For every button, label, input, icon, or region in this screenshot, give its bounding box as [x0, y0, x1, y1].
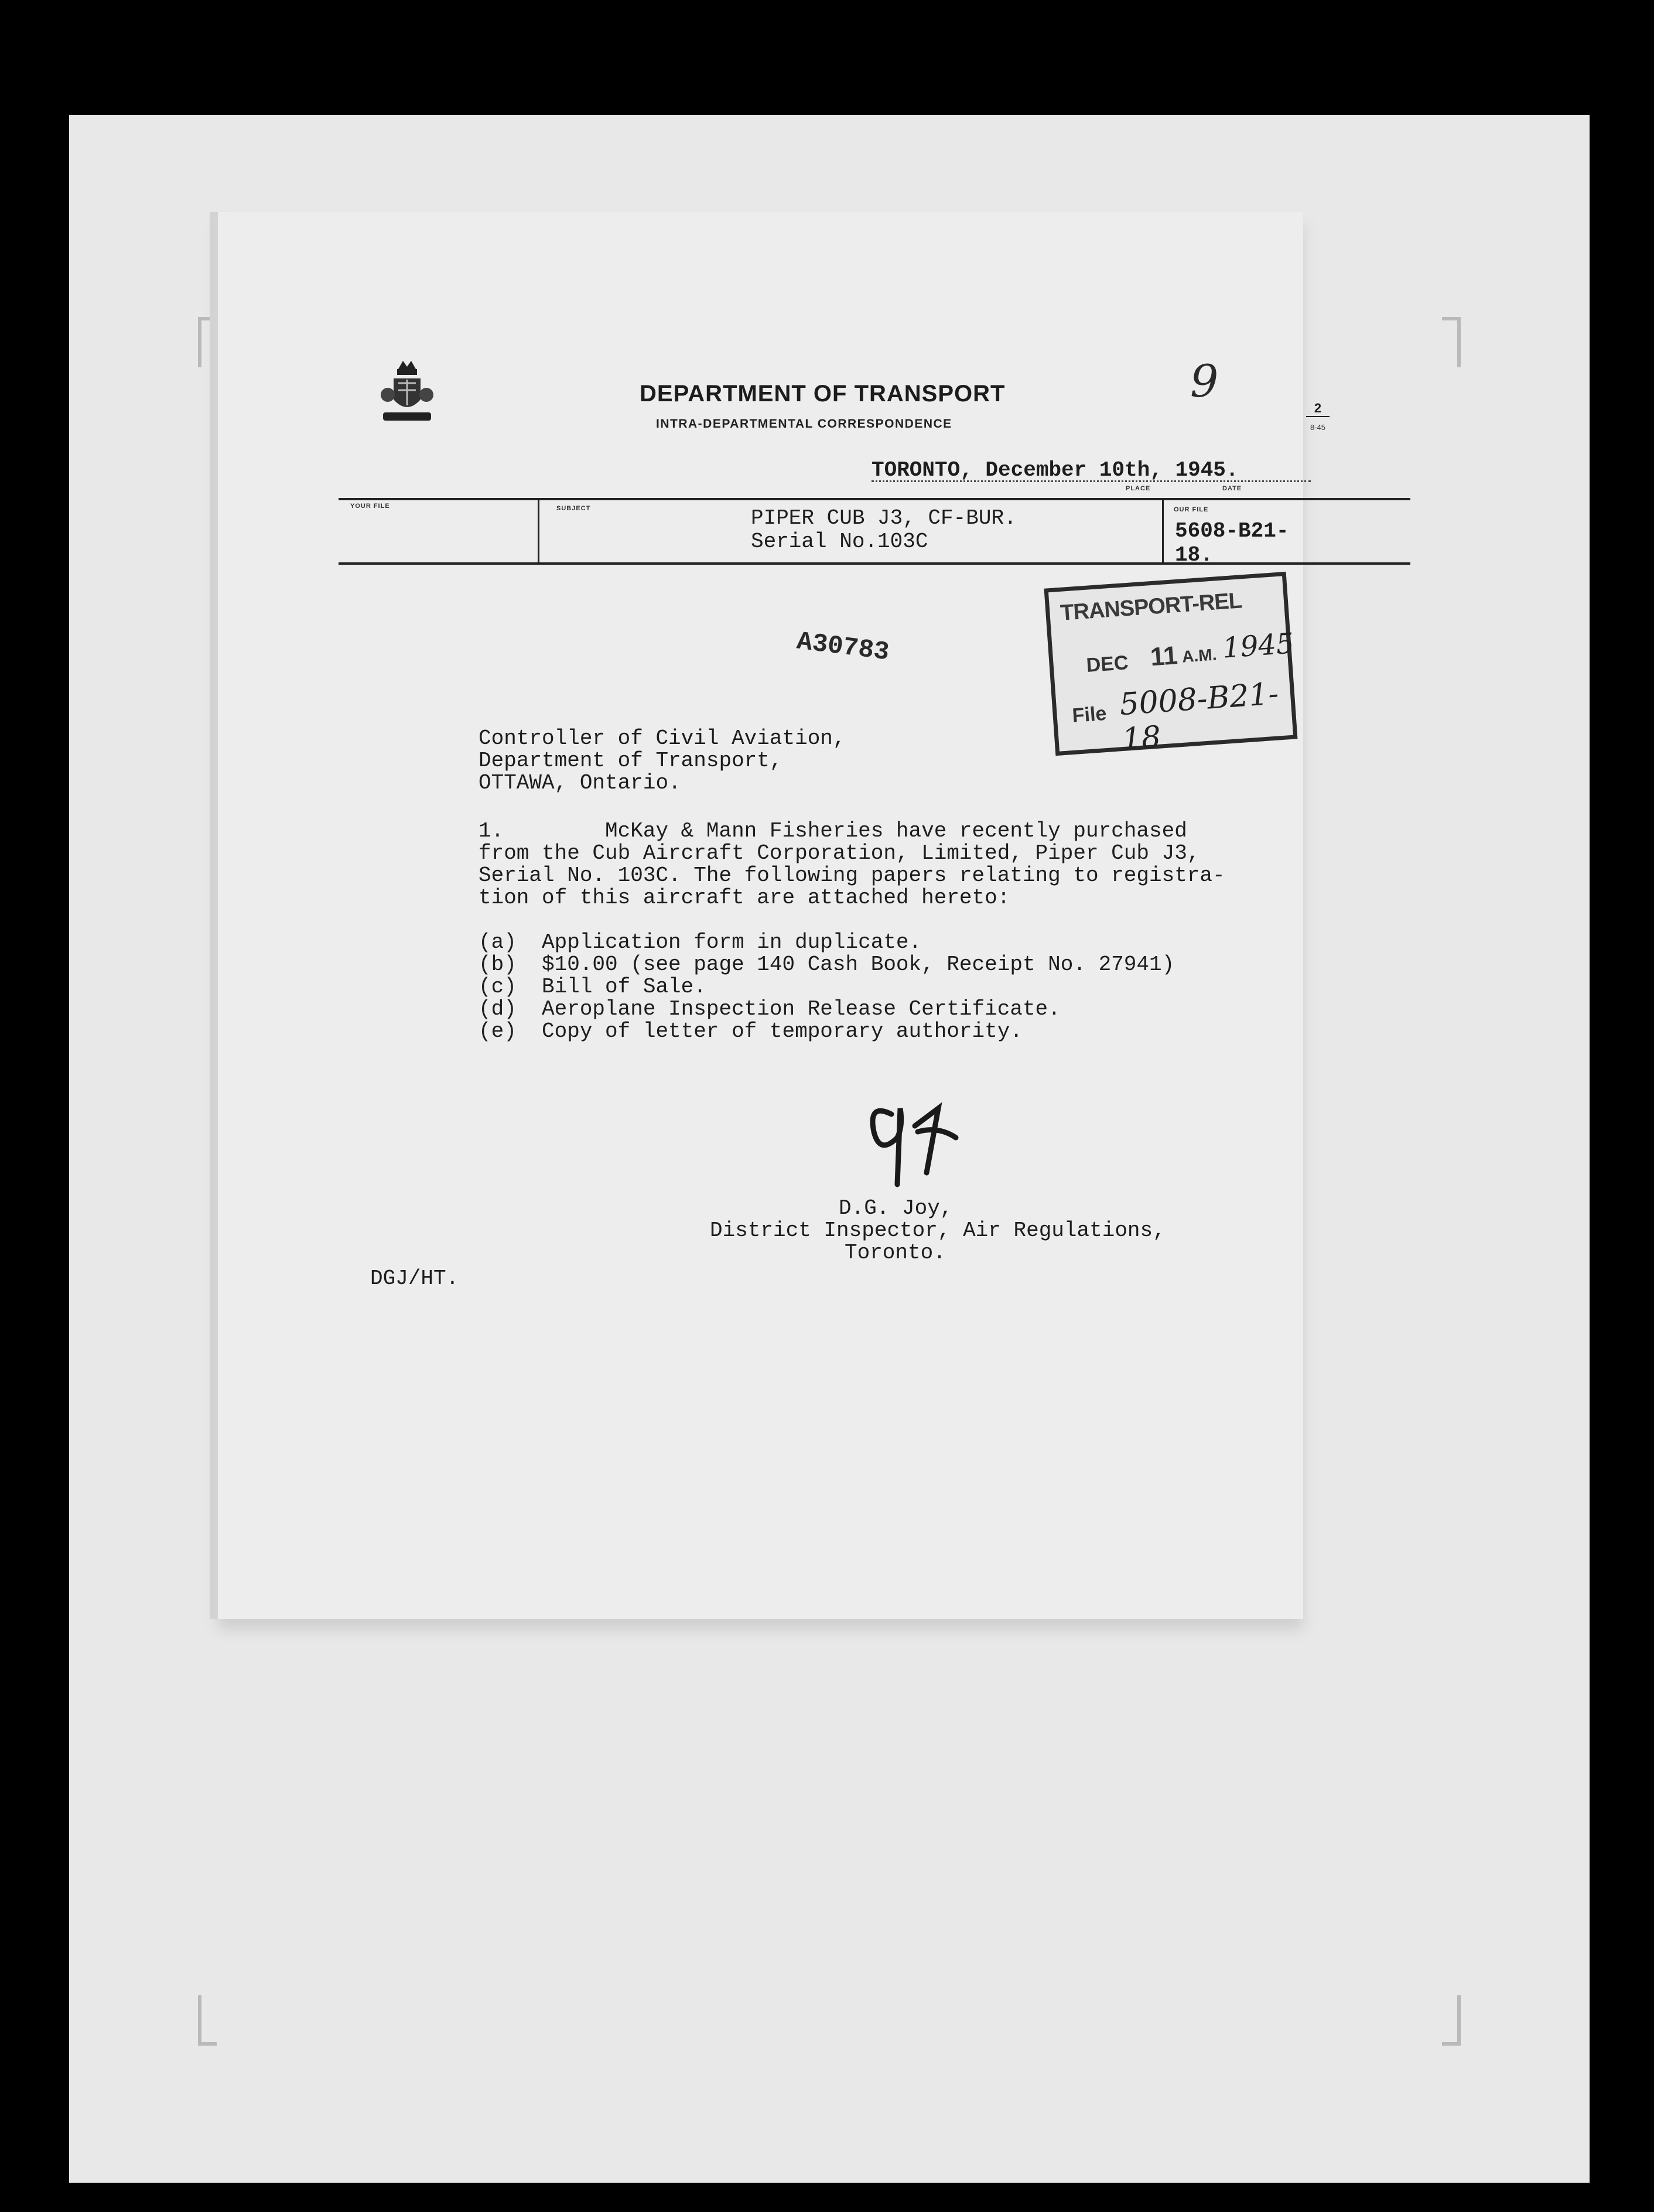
date-label: DATE: [1222, 485, 1242, 492]
paragraph-line: Serial No. 103C. The following papers relating to registra-: [479, 863, 1225, 887]
address-line: Controller of Civil Aviation,: [479, 726, 846, 750]
received-stamp: [1044, 572, 1298, 756]
stamp-year: 1945: [1221, 627, 1296, 665]
field-divider: [538, 499, 539, 562]
stamp-day: 11: [1149, 641, 1179, 672]
list-item: (e) Copy of letter of temporary authority.: [479, 1019, 1023, 1043]
signatory-title: District Inspector, Air Regulations,: [710, 1218, 1166, 1242]
department-title: DEPARTMENT OF TRANSPORT: [640, 381, 1006, 407]
subject-line-2: Serial No.103C: [751, 530, 928, 554]
department-subtitle: INTRA-DEPARTMENTAL CORRESPONDENCE: [656, 417, 952, 431]
fields-top-rule: [339, 498, 1410, 500]
stamp-am: A.M.: [1181, 645, 1218, 666]
handwritten-page-number: 9: [1190, 355, 1219, 407]
list-item: (b) $10.00 (see page 140 Cash Book, Receipt No. 27941): [479, 953, 1175, 977]
our-file-label: OUR FILE: [1174, 506, 1209, 513]
corner-bracket-bottom-left: [198, 1995, 217, 2046]
stamp-title: TRANSPORT-REL: [1060, 588, 1243, 626]
corner-bracket-top-left: [198, 317, 217, 367]
reference-initials: DGJ/HT.: [370, 1267, 459, 1291]
stamp-file-number: 5008-B21-18: [1118, 676, 1280, 758]
subject-line-1: PIPER CUB J3, CF-BUR.: [751, 506, 1017, 530]
list-item: (d) Aeroplane Inspection Release Certificate.: [479, 997, 1061, 1021]
stamp-file-label: File: [1071, 702, 1108, 727]
field-divider: [1162, 499, 1164, 562]
stamp-month: DEC: [1085, 651, 1129, 677]
address-line: Department of Transport,: [479, 749, 782, 773]
list-item: (a) Application form in duplicate.: [479, 930, 922, 954]
corner-bracket-top-right: [1442, 317, 1461, 367]
your-file-label: YOUR FILE: [350, 503, 390, 510]
signatory-name: D.G. Joy,: [839, 1196, 953, 1220]
place-date: TORONTO, December 10th, 1945.: [872, 458, 1239, 482]
place-date-rule: [872, 480, 1311, 482]
list-item: (c) Bill of Sale.: [479, 975, 706, 999]
form-number: 2: [1306, 401, 1330, 417]
form-code: 8-45: [1310, 423, 1326, 432]
accession-number: A30783: [795, 627, 891, 668]
our-file-number: 5608-B21-18.: [1175, 519, 1289, 567]
paragraph-line: from the Cub Aircraft Corporation, Limited, Piper Cub J3,: [479, 841, 1200, 865]
coat-of-arms-icon: [381, 359, 433, 429]
place-label: PLACE: [1126, 485, 1151, 492]
address-line: OTTAWA, Ontario.: [479, 771, 681, 795]
corner-bracket-bottom-right: [1442, 1995, 1461, 2046]
paragraph-line: tion of this aircraft are attached hereto:: [479, 886, 1010, 910]
signatory-city: Toronto.: [845, 1241, 946, 1265]
handwritten-signature: [856, 1091, 997, 1196]
subject-label: SUBJECT: [556, 505, 591, 512]
paragraph-line: 1. McKay & Mann Fisheries have recently purchased: [479, 819, 1187, 843]
letter-sheet: [218, 212, 1326, 1619]
